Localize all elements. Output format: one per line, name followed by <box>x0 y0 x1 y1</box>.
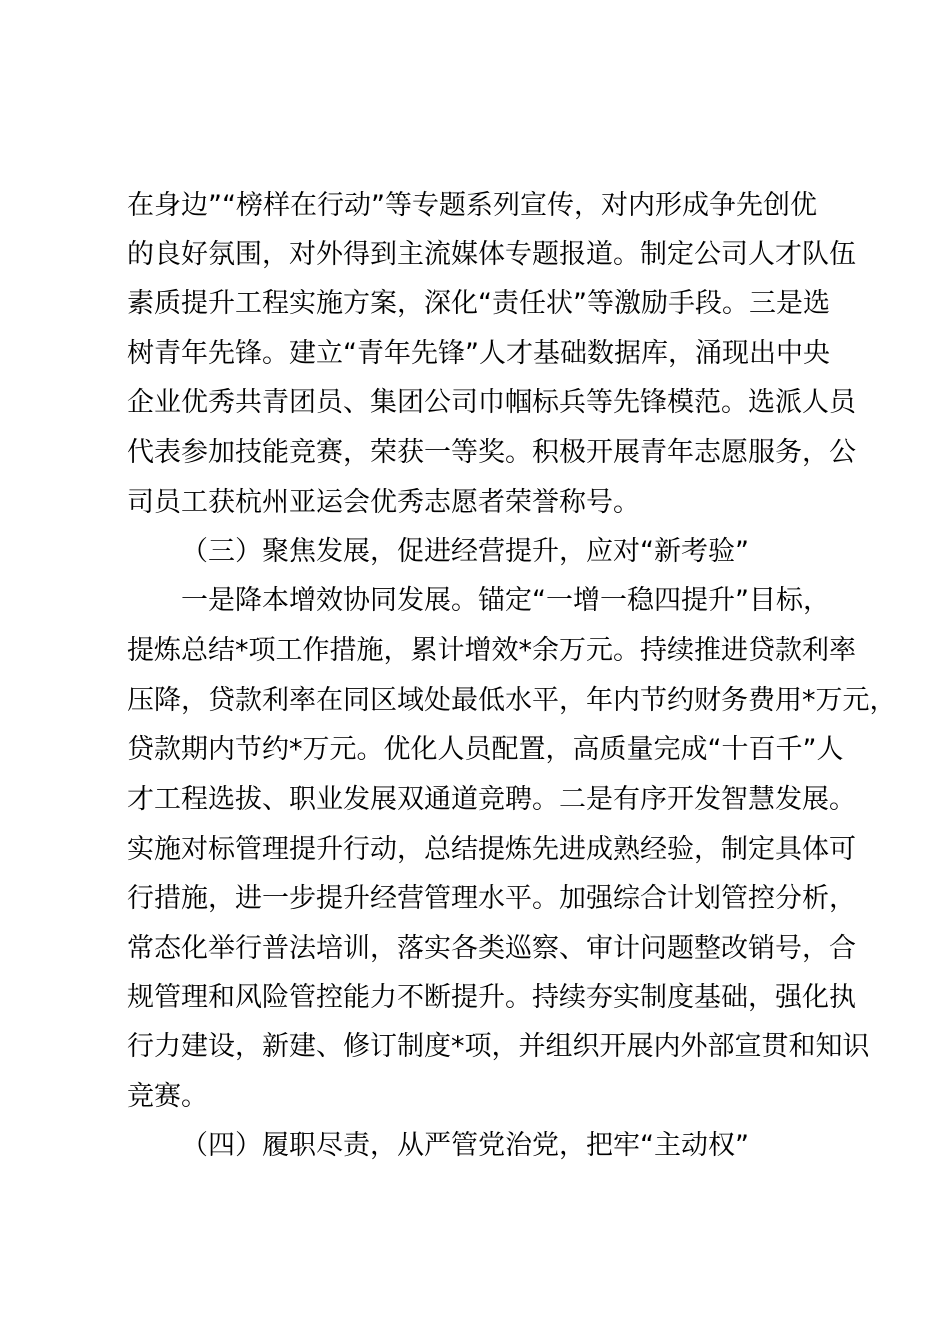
text-line: 常态化举行普法培训，落实各类巡察、审计问题整改销号，合 <box>127 933 856 964</box>
text-line: 一是降本增效协同发展。锚定“一增一稳四提升”目标， <box>181 585 830 616</box>
text-line: 才工程选拔、职业发展双通道竞聘。二是有序开发智慧发展。 <box>127 784 856 815</box>
text-line: 行力建设，新建、修订制度*项，并组织开展内外部宣贯和知识 <box>127 1031 870 1062</box>
text-line: 行措施，进一步提升经营管理水平。加强综合计划管控分析， <box>127 883 856 914</box>
text-line: 实施对标管理提升行动，总结提炼先进成熟经验，制定具体可 <box>127 834 856 865</box>
text-line: 司员工获杭州亚运会优秀志愿者荣誉称号。 <box>127 487 640 518</box>
text-line: 的良好氛围，对外得到主流媒体专题报道。制定公司人才队伍 <box>127 239 856 270</box>
text-line: 在身边”“榜样在行动”等专题系列宣传，对内形成争先创优 <box>127 190 817 221</box>
section-heading: （三）聚焦发展，促进经营提升，应对“新考验” <box>181 536 749 567</box>
text-line: 竞赛。 <box>127 1081 208 1112</box>
text-line: 企业优秀共青团员、集团公司巾帼标兵等先锋模范。选派人员 <box>127 387 856 418</box>
text-line: 提炼总结*项工作措施，累计增效*余万元。持续推进贷款利率 <box>127 635 856 666</box>
text-line: 代表参加技能竞赛，荣获一等奖。积极开展青年志愿服务，公 <box>127 437 856 468</box>
text-line: 压降，贷款利率在同区域处最低水平，年内节约财务费用*万元， <box>127 685 897 716</box>
text-line: 素质提升工程实施方案，深化“责任状”等激励手段。三是选 <box>127 288 830 319</box>
section-heading: （四）履职尽责，从严管党治党，把牢“主动权” <box>181 1130 749 1161</box>
text-line: 贷款期内节约*万元。优化人员配置，高质量完成“十百千”人 <box>127 734 844 765</box>
text-line: 规管理和风险管控能力不断提升。持续夯实制度基础，强化执 <box>127 982 856 1013</box>
text-line: 树青年先锋。建立“青年先锋”人才基础数据库，涌现出中央 <box>127 338 830 369</box>
